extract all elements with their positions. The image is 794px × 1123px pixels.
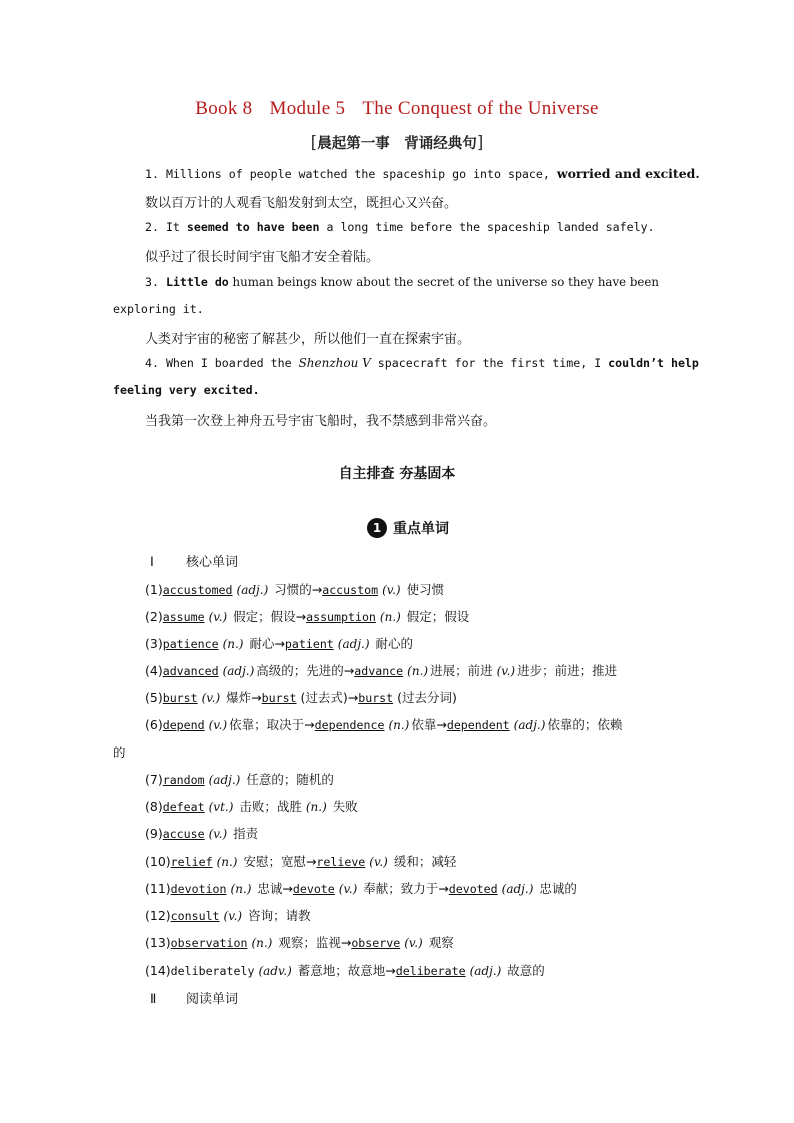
sentence-3-num: 3. [145,275,166,289]
vocab-pos-2: (v.) [404,936,423,950]
vocab-item [145,634,413,652]
sentence-1-translation: 数以百万计的人观看飞船发射到太空，既担心又兴奋。 [145,196,458,211]
vocab-meaning-3: 进步；前进；推进 [517,663,618,678]
vocab-meaning-3: 忠诚的 [535,881,577,896]
vocab-meaning-2: 耐心的 [371,636,414,651]
vocab-word-2: relieve [316,855,366,869]
sentence-1-text: 1. Millions of people watched the spaceship go into space, [145,167,557,181]
vocab-pos: (adj.) [236,583,269,597]
vocab-meaning: 咨询；请教 [244,908,311,923]
vocab-word: accuse [162,827,205,841]
vocab-meaning-2: 奉献；致力于→ [359,881,449,896]
vocab-pos: (v.) [208,827,228,841]
vocab-word-2: advance [354,664,404,678]
vocab-item [145,661,617,679]
vocab-word-3: devoted [448,882,498,896]
vocab-word: accustomed [162,583,233,597]
vocab-pos-2: (v.) [338,882,358,896]
vocab-pos: (adv.) [258,964,292,978]
vocab-meaning: 爆炸→ [222,690,262,705]
sentence-3-translation: 人类对宇宙的秘密了解甚少，所以他们一直在探索宇宙。 [145,332,471,347]
vocab-meaning-2: 依靠→ [411,717,447,732]
vocab-meaning: 观察；监视→ [274,935,352,950]
vocab-meaning: 击败；战胜 [235,799,302,814]
vocab-item [145,607,469,625]
sentence-4-mid: spacecraft for the first time, I [370,356,609,370]
vocab-pos-2: (v.) [382,583,401,597]
vocab-word: depend [162,718,205,732]
vocab-pos-3: (adj.) [513,718,546,732]
core-roman: Ⅰ [150,554,154,569]
vocab-word-2: dependence [314,718,385,732]
vocab-word: consult [170,909,220,923]
sentence-4-translation: 当我第一次登上神舟五号宇宙飞船时，我不禁感到非常兴奋。 [145,414,497,429]
vocab-pos: (vt.) [208,800,234,814]
vocab-pos: (n.) [222,637,244,651]
subtitle-text: 晨起第一事 背诵经典句 [317,136,477,152]
vocab-num: (6) [145,717,163,732]
vocab-word: observation [170,936,248,950]
vocab-num: (1) [145,582,163,597]
vocab-pos-3: (adj.) [501,882,534,896]
sentence-4 [145,356,699,370]
sentence-2-post: a long time before the spaceship landed safely. [319,220,655,234]
vocab-pos: (v.) [201,691,221,705]
sentence-4-highlight: couldn’t help [608,356,699,370]
vocab-word: burst [162,691,198,705]
vocab-item [145,797,358,815]
sentence-4-pre: 4. When I boarded the [145,356,299,370]
vocab-pos: (adj.) [222,664,255,678]
sentence-4-italic: Shenzhou V [298,356,371,370]
vocab-meaning-2: 使习惯 [402,582,445,597]
vocab-item [145,879,577,897]
vocab-word: deliberately [170,964,255,978]
vocab-pos: (v.) [208,610,228,624]
vocab-meaning: 习惯的→ [270,582,323,597]
sentence-2-translation: 似乎过了很长时间宇宙飞船才安全着陆。 [145,250,380,265]
vocab-word: advanced [162,664,219,678]
vocab-num: (13) [145,935,171,950]
vocab-item [145,933,454,951]
vocab-word-2: accustom [322,583,379,597]
vocab-num: (7) [145,772,163,787]
section-heading: 自主排查 夯基固本 [338,466,456,482]
vocab-word-2: assumption [306,610,376,624]
vocab-pos-3: (v.) [496,664,516,678]
vocab-meaning-2: 观察 [424,935,454,950]
vocab-word-2: deliberate [395,964,466,978]
vocab-item [145,580,444,598]
vocab-num: (12) [145,908,171,923]
vocab-item [145,770,334,788]
vocab-num: (14) [145,963,171,978]
page-title [0,98,794,120]
vocab-num: (9) [145,826,163,841]
vocab-pos-2: (n.) [305,800,327,814]
vocab-meaning-2: 假定；假设 [402,609,470,624]
sentence-3-cont: exploring it. [113,302,204,316]
vocab-pos-2: (adj.) [337,637,370,651]
title-book: Book 8 [195,98,253,119]
vocab-word: defeat [162,800,205,814]
vocab-item [145,961,545,979]
reading-roman: Ⅱ [150,991,157,1006]
sentence-3-highlight: Little do [165,275,229,289]
page-subtitle: [晨起第一事 背诵经典句] [310,133,484,153]
vocab-meaning: 指责 [229,826,259,841]
sentence-3-post: human beings know about the secret of the universe so they have been [228,275,659,289]
vocab-meaning: 假定；假设→ [229,609,307,624]
vocab-word: assume [162,610,205,624]
vocab-meaning: 任意的；随机的 [242,772,334,787]
vocab-pos-2: (n.) [407,664,429,678]
vocab-pos-2: (adj.) [469,964,502,978]
vocab-meaning-2: (过去式)→ [296,690,359,705]
sentence-2 [145,220,655,234]
vocab-pos-2: (v.) [369,855,388,869]
sentence-2-pre: 2. It [145,220,187,234]
core-words-heading [150,551,238,570]
sentence-3 [145,275,659,289]
vocab-meaning-3: (过去分词) [393,690,457,705]
vocab-meaning-2: 缓和；减轻 [389,854,457,869]
sentence-1 [145,166,700,181]
vocab-pos: (n.) [251,936,273,950]
vocab-num: (4) [145,663,163,678]
vocab-word-2: devote [292,882,335,896]
vocab-word: patience [162,637,219,651]
core-label: 核心单词 [186,555,239,570]
vocab-item [145,852,456,870]
number-circle-icon: 1 [367,518,387,538]
vocab-pos-2: (n.) [379,610,401,624]
vocab-6-wrap: 的 [113,745,126,760]
vocab-word-3: dependent [446,718,510,732]
title-module: Module 5 [269,98,346,119]
vocab-word-2: burst [261,691,297,705]
vocab-word-2: patient [284,637,334,651]
vocab-word-2: observe [351,936,401,950]
vocab-meaning: 安慰；宽慰→ [239,854,317,869]
vocab-num: (11) [145,881,171,896]
vocab-word: devotion [170,882,227,896]
vocab-meaning: 蓄意地；故意地→ [293,963,396,978]
vocab-meaning: 耐心→ [245,636,285,651]
vocab-pos-2: (n.) [388,718,410,732]
vocab-meaning-2: 进展；前进 [430,663,493,678]
vocab-item [145,906,311,924]
vocab-pos: (n.) [230,882,252,896]
vocab-num: (5) [145,690,163,705]
vocab-pos: (v.) [208,718,228,732]
vocab-word-3: burst [358,691,394,705]
vocab-num: (10) [145,854,171,869]
subsection-title: 重点单词 [393,521,449,537]
vocab-meaning: 高级的；先进的→ [256,663,355,678]
vocab-word: random [162,773,205,787]
sentence-1-highlight: worried and excited. [556,166,700,181]
vocab-meaning: 忠诚→ [253,881,293,896]
vocab-pos: (adj.) [208,773,241,787]
vocab-pos: (n.) [216,855,238,869]
reading-words-heading [150,988,238,1007]
sentence-4-cont: feeling very excited. [113,383,260,397]
sentence-2-highlight: seemed to have been [186,220,320,234]
vocab-pos: (v.) [223,909,243,923]
vocab-num: (8) [145,799,163,814]
subsection-heading [367,518,449,538]
vocab-item [145,688,457,706]
vocab-meaning-2: 故意的 [503,963,545,978]
reading-label: 阅读单词 [186,992,239,1007]
vocab-num: (3) [145,636,163,651]
vocab-meaning-3: 依靠的；依赖 [547,717,623,732]
vocab-meaning: 依靠；取决于→ [229,717,315,732]
vocab-num: (2) [145,609,163,624]
vocab-item [145,715,622,733]
vocab-item [145,824,258,842]
vocab-meaning-2: 失败 [328,799,358,814]
vocab-word: relief [170,855,213,869]
title-topic: The Conquest of the Universe [362,98,599,119]
